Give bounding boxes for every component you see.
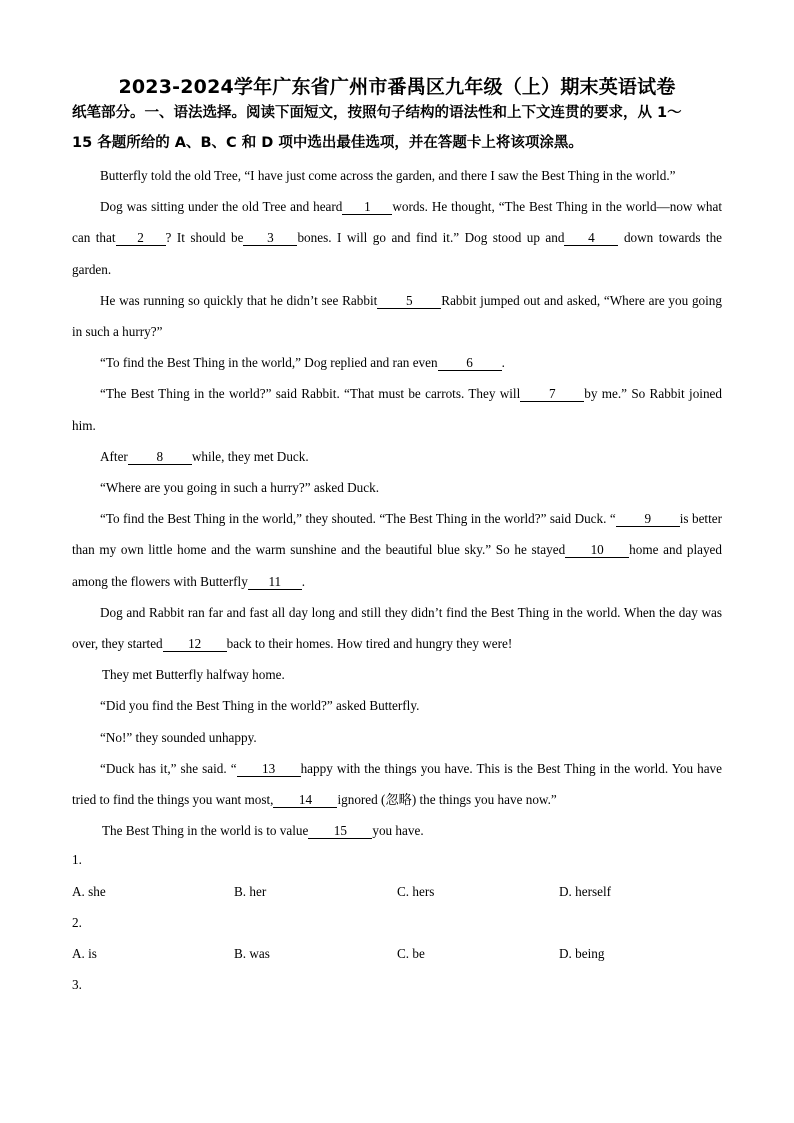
option-b[interactable]: B. was	[234, 946, 270, 961]
question-number-2: 2.	[72, 915, 82, 930]
text: Dog and Rabbit ran far and fast all day long and still they didn’t find the Best Thing in the world. When the day was over, they started	[72, 604, 722, 652]
text: The Best Thing in the world is to value	[102, 823, 309, 839]
text: happy with the things you have. This is the Best Thing in the world. You have tried to find the things you want most,	[72, 760, 722, 808]
text: .	[501, 355, 505, 371]
paragraph-2	[72, 191, 722, 285]
paragraph-13	[72, 753, 722, 815]
text: He was running so quickly that he didn’t see Rabbit	[100, 292, 378, 308]
paragraph-5	[72, 378, 722, 440]
paragraph-10	[72, 659, 722, 690]
blank-3: 3	[243, 230, 297, 246]
text: “No!” they sounded unhappy.	[100, 729, 257, 745]
text: ? It should be	[165, 230, 244, 246]
page-title: 2023-2024学年广东省广州市番禺区九年级（上）期末英语试卷	[118, 76, 676, 98]
text: “Did you find the Best Thing in the world?” asked Butterfly.	[100, 698, 420, 714]
instructions-line-1: 纸笔部分。一、语法选择。阅读下面短文，按照句子结构的语法性和上下文连贯的要求，从 1～	[72, 105, 682, 121]
text: “Where are you going in such a hurry?” asked Duck.	[100, 480, 380, 496]
blank-11: 11	[248, 574, 302, 590]
paragraph-7	[72, 472, 722, 503]
question-number-3: 3.	[72, 977, 82, 992]
text: down towards the garden.	[72, 230, 723, 277]
text: .	[301, 573, 306, 589]
text: ignored (忽略) the things you have now.”	[337, 792, 557, 808]
blank-15: 15	[308, 823, 372, 839]
blank-8: 8	[128, 449, 192, 465]
option-d[interactable]: D. being	[559, 946, 605, 961]
text: back to their homes. How tired and hungry they were!	[226, 636, 513, 652]
text: Dog was sitting under the old Tree and heard	[100, 199, 343, 215]
blank-1: 1	[342, 199, 392, 215]
option-c[interactable]: C. hers	[397, 884, 435, 899]
option-c[interactable]: C. be	[397, 946, 425, 961]
paragraph-12	[72, 722, 722, 753]
passage	[72, 160, 722, 846]
blank-12: 12	[163, 636, 227, 652]
blank-9: 9	[616, 511, 680, 527]
text: bones. I will go and find it.” Dog stood up and	[297, 230, 565, 246]
paragraph-8	[72, 503, 722, 597]
paragraph-4	[72, 347, 722, 378]
option-a[interactable]: A. she	[72, 884, 106, 899]
blank-2: 2	[116, 230, 166, 246]
blank-5: 5	[377, 293, 441, 309]
option-d[interactable]: D. herself	[559, 884, 611, 899]
text: “The Best Thing in the world?” said Rabbit. “That must be carrots. They will	[100, 386, 521, 402]
text: They met Butterfly halfway home.	[102, 667, 285, 683]
blank-13: 13	[237, 761, 301, 777]
blank-7: 7	[520, 386, 584, 402]
text: “Duck has it,” she said. “	[100, 760, 237, 776]
question-number-1: 1.	[72, 852, 82, 867]
text: “To find the Best Thing in the world,” they shouted. “The Best Thing in the world?” said Duck. “	[100, 511, 616, 527]
blank-4: 4	[564, 230, 618, 246]
blank-6: 6	[438, 355, 502, 371]
paragraph-1	[72, 160, 722, 191]
paragraph-3	[72, 285, 722, 347]
blank-10: 10	[565, 542, 629, 558]
text: Butterfly told the old Tree, “I have just come across the garden, and there I saw the Best Thing in the world.”	[100, 168, 676, 183]
text: Rabbit jumped out and asked, “Where are you going in such a hurry?”	[72, 292, 722, 340]
option-b[interactable]: B. her	[234, 884, 267, 899]
text: words. He thought, “The Best Thing in the world—now what can that	[72, 199, 723, 246]
blank-14: 14	[273, 792, 337, 808]
paragraph-14	[72, 815, 722, 846]
paragraph-9	[72, 597, 722, 659]
paragraph-6	[72, 441, 722, 472]
text: is better than my own little home and the warm sunshine and the beautiful blue sky.” So he stayed	[72, 511, 722, 558]
text: After	[100, 448, 128, 464]
text: home and played among the flowers with Butterfly	[72, 542, 722, 589]
instructions-line-2: 15 各题所给的 A、B、C 和 D 项中选出最佳选项，并在答题卡上将该项涂黑。	[72, 135, 583, 151]
text: you have.	[372, 823, 424, 839]
text: “To find the Best Thing in the world,” Dog replied and ran even	[100, 355, 438, 371]
paragraph-11	[72, 690, 722, 721]
option-a[interactable]: A. is	[72, 946, 97, 961]
text: by me.” So Rabbit joined him.	[72, 386, 722, 433]
text: while, they met Duck.	[191, 448, 309, 464]
